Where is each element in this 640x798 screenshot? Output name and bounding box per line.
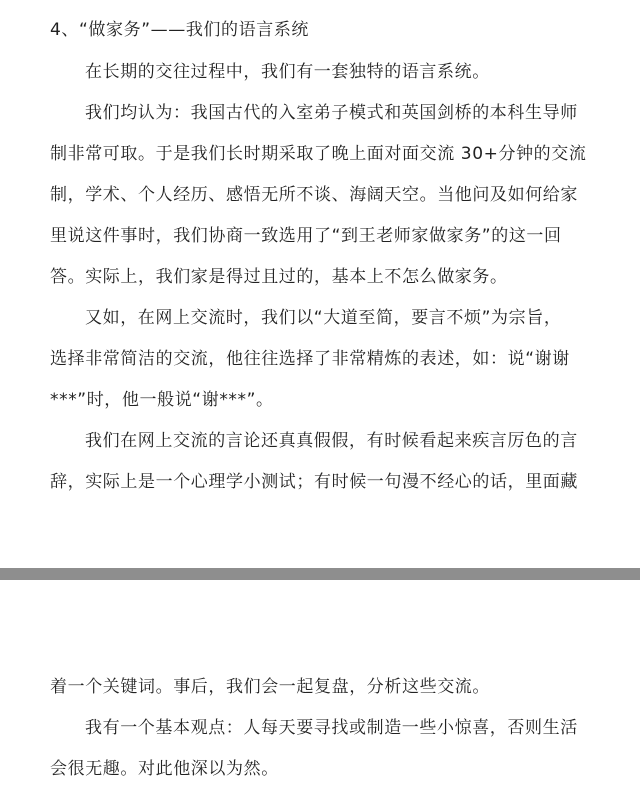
- section-heading: 4、“做家务”——我们的语言系统: [50, 20, 310, 40]
- paragraph-line: 制非常可取。于是我们长时期采取了晚上面对面交流 30+分钟的交流: [50, 144, 587, 164]
- paragraph-line: 制，学术、个人经历、感悟无所不谈、海阔天空。当他问及如何给家: [50, 185, 578, 205]
- paragraph-line: 辞，实际上是一个心理学小测试；有时候一句漫不经心的话，里面藏: [50, 472, 578, 492]
- paragraph-line: 着一个关键词。事后，我们会一起复盘，分析这些交流。: [50, 677, 490, 697]
- paragraph-line: 里说这件事时，我们协商一致选用了“到王老师家做家务”的这一回: [50, 226, 562, 246]
- paragraph-line: 我有一个基本观点：人每天要寻找或制造一些小惊喜，否则生活: [85, 718, 578, 738]
- page-break-divider: [0, 568, 640, 580]
- document-page-bottom: [0, 580, 640, 798]
- paragraph-line: 答。实际上，我们家是得过且过的，基本上不怎么做家务。: [50, 267, 508, 287]
- paragraph-line: 我们均认为：我国古代的入室弟子模式和英国剑桥的本科生导师: [85, 103, 578, 123]
- paragraph-line: ***”时，他一般说“谢***”。: [50, 390, 274, 410]
- paragraph-line: 又如，在网上交流时，我们以“大道至简，要言不烦”为宗旨，: [85, 308, 562, 328]
- paragraph-line: 在长期的交往过程中，我们有一套独特的语言系统。: [85, 62, 490, 82]
- paragraph-line: 选择非常简洁的交流，他往往选择了非常精炼的表述，如：说“谢谢: [50, 349, 570, 369]
- paragraph-line: 会很无趣。对此他深以为然。: [50, 759, 279, 779]
- paragraph-line: 我们在网上交流的言论还真真假假，有时候看起来疾言厉色的言: [85, 431, 578, 451]
